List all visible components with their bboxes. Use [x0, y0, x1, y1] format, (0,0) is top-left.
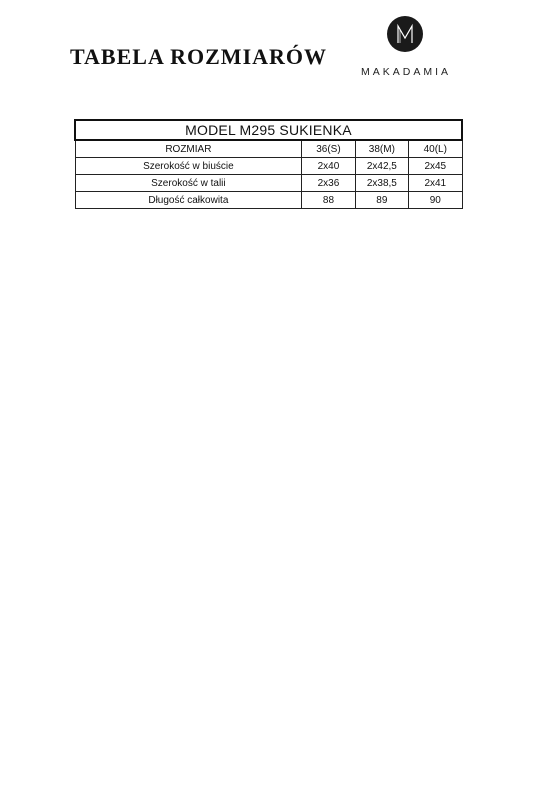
- row-value: 2x36: [302, 175, 355, 192]
- page-title: TABELA ROZMIARÓW: [70, 44, 328, 69]
- header-cell-m: 38(M): [355, 140, 408, 158]
- row-value: 90: [409, 192, 462, 209]
- row-label: Długość całkowita: [75, 192, 302, 209]
- header-cell-label: ROZMIAR: [75, 140, 302, 158]
- row-value: 2x41: [409, 175, 462, 192]
- row-value: 2x42,5: [355, 158, 408, 175]
- table-row: [75, 158, 462, 175]
- row-value: 2x40: [302, 158, 355, 175]
- row-label: Szerokość w biuście: [75, 158, 302, 175]
- brand-name: MAKADAMIA: [360, 66, 451, 78]
- table-row: [75, 175, 462, 192]
- size-table: [74, 119, 463, 209]
- row-value: 2x38,5: [355, 175, 408, 192]
- header-cell-s: 36(S): [302, 140, 355, 158]
- table-row: [75, 192, 462, 209]
- row-value: 2x45: [409, 158, 462, 175]
- row-value: 89: [355, 192, 408, 209]
- model-row: [75, 120, 462, 140]
- makadamia-logo-icon: [387, 16, 423, 52]
- header-cell-l: 40(L): [409, 140, 462, 158]
- row-value: 88: [302, 192, 355, 209]
- model-title: MODEL M295 SUKIENKA: [75, 120, 462, 140]
- size-header-row: [75, 140, 462, 158]
- row-label: Szerokość w talii: [75, 175, 302, 192]
